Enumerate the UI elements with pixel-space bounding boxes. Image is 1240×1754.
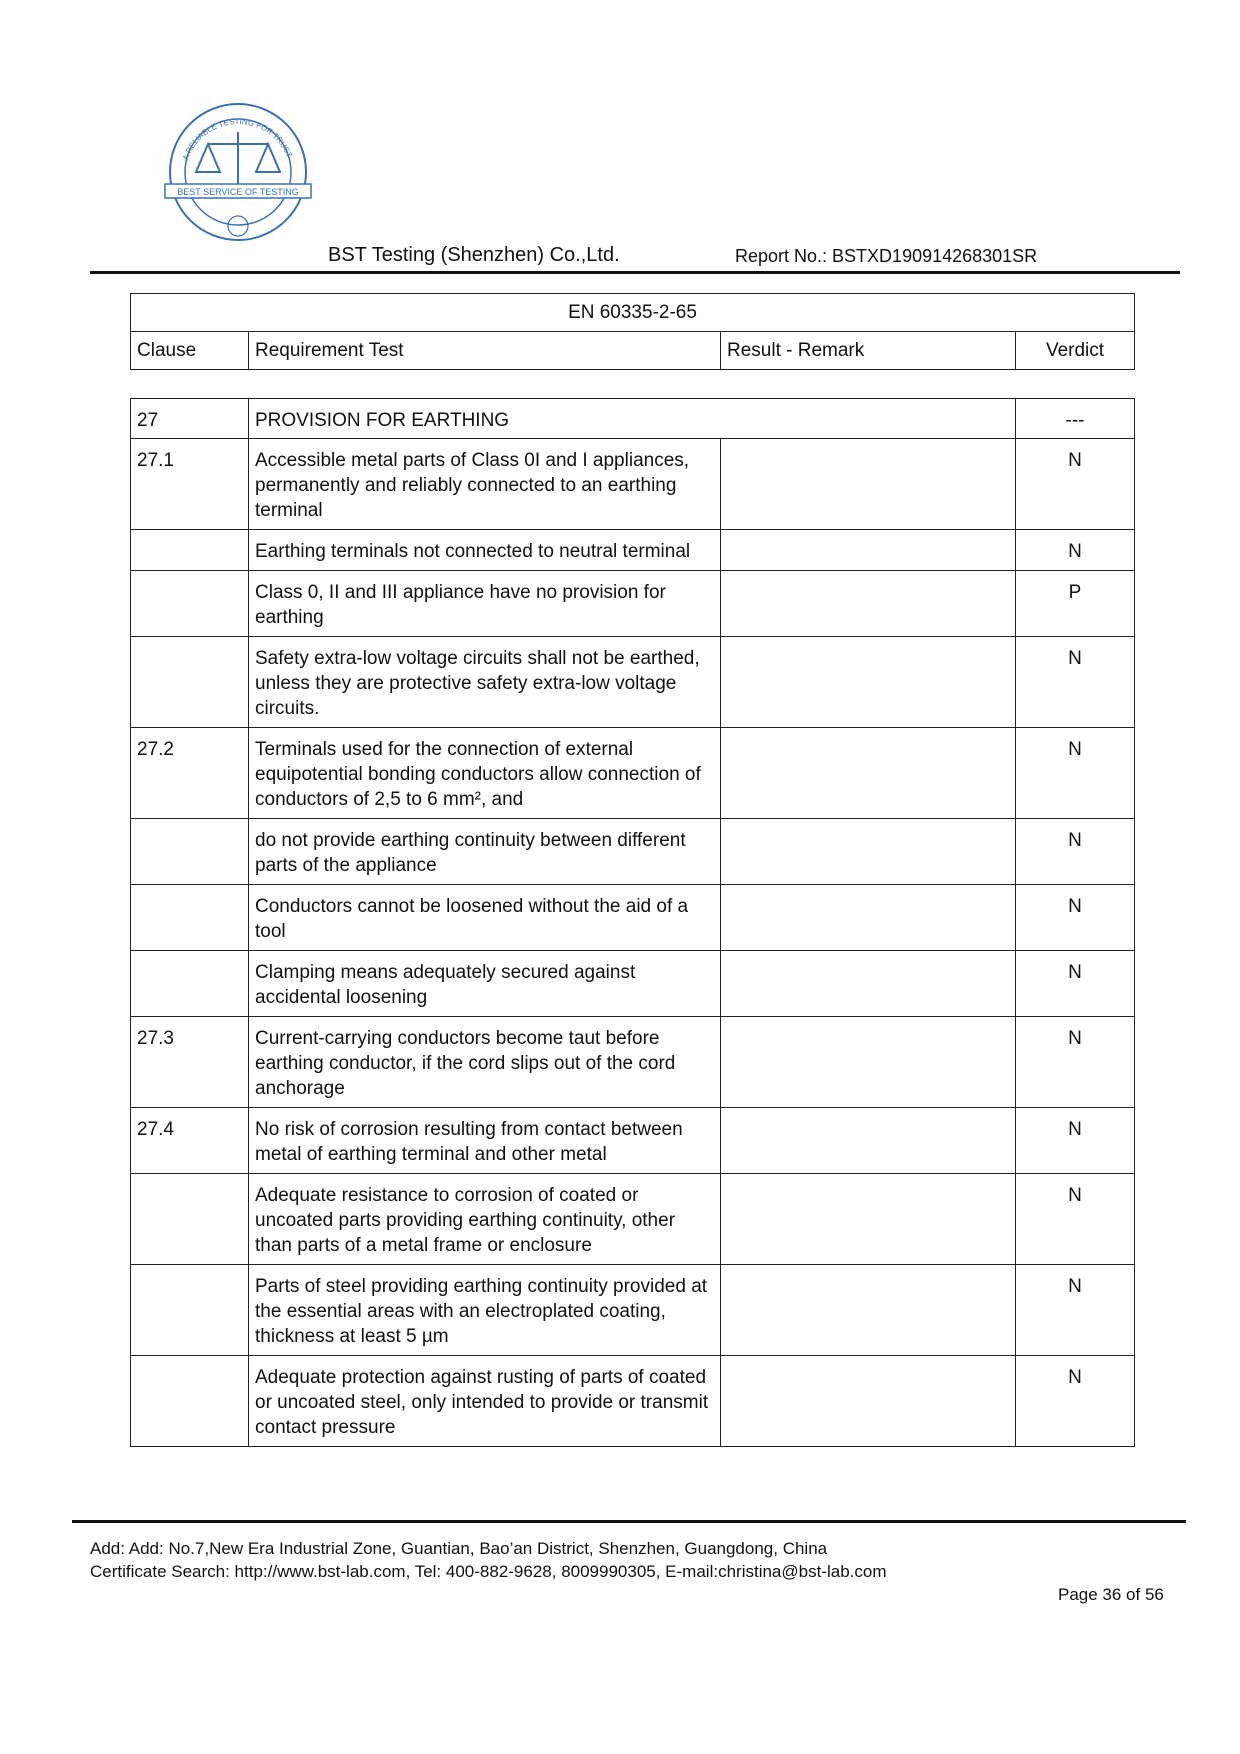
clause-cell — [131, 1265, 249, 1356]
requirement-cell: Earthing terminals not connected to neutral terminal — [249, 530, 721, 571]
requirements-table — [130, 398, 1135, 1447]
footer-divider — [72, 1520, 1186, 1523]
requirement-cell: Safety extra-low voltage circuits shall not be earthed, unless they are protective safety extra-low voltage circuits. — [249, 637, 721, 728]
report-number: Report No.: BSTXD190914268301SR — [735, 246, 1038, 266]
table-row — [131, 819, 1135, 885]
company-logo — [163, 102, 313, 252]
table-row — [131, 1174, 1135, 1265]
table-row — [131, 571, 1135, 637]
clause-cell — [131, 885, 249, 951]
table-row — [131, 885, 1135, 951]
standard-header-table — [130, 293, 1135, 370]
column-header-clause: Clause — [131, 332, 249, 370]
table-row — [131, 728, 1135, 819]
clause-cell: 27.1 — [131, 439, 249, 530]
remark-cell — [721, 1265, 1016, 1356]
clause-cell — [131, 637, 249, 728]
table-row — [131, 951, 1135, 1017]
table-row — [131, 1017, 1135, 1108]
requirement-cell: Current-carrying conductors become taut before earthing conductor, if the cord slips out of the cord anchorage — [249, 1017, 721, 1108]
remark-cell — [721, 885, 1016, 951]
clause-cell: 27.4 — [131, 1108, 249, 1174]
column-header-verdict: Verdict — [1016, 332, 1135, 370]
table-row — [131, 1356, 1135, 1447]
table-row — [131, 637, 1135, 728]
table-row — [131, 1108, 1135, 1174]
verdict-cell: N — [1016, 885, 1135, 951]
clause-cell — [131, 1174, 249, 1265]
remark-cell — [721, 951, 1016, 1017]
footer-certificate: Certificate Search: http://www.bst-lab.com, Tel: 400-882-9628, 8009990305, E-mail:christina@bst-lab.com — [90, 1562, 887, 1581]
section-clause: 27 — [131, 399, 249, 439]
requirement-cell: Terminals used for the connection of external equipotential bonding conductors allow connection of conductors of 2,5 to 6 mm², and — [249, 728, 721, 819]
remark-cell — [721, 571, 1016, 637]
requirement-cell: Parts of steel providing earthing continuity provided at the essential areas with an electroplated coating, thickness at least 5 µm — [249, 1265, 721, 1356]
requirement-cell: Adequate protection against rusting of parts of coated or uncoated steel, only intended to provide or transmit contact pressure — [249, 1356, 721, 1447]
verdict-cell: N — [1016, 951, 1135, 1017]
verdict-cell: N — [1016, 819, 1135, 885]
requirement-cell: Accessible metal parts of Class 0I and I appliances, permanently and reliably connected to an earthing terminal — [249, 439, 721, 530]
clause-cell — [131, 571, 249, 637]
clause-cell — [131, 530, 249, 571]
company-name: BST Testing (Shenzhen) Co.,Ltd. — [328, 244, 620, 266]
requirement-cell: Clamping means adequately secured against accidental loosening — [249, 951, 721, 1017]
clause-cell: 27.2 — [131, 728, 249, 819]
clause-cell — [131, 1356, 249, 1447]
clause-cell: 27.3 — [131, 1017, 249, 1108]
verdict-cell: N — [1016, 1174, 1135, 1265]
verdict-cell: N — [1016, 1108, 1135, 1174]
verdict-cell: P — [1016, 571, 1135, 637]
requirement-cell: Adequate resistance to corrosion of coated or uncoated parts providing earthing continuity, other than parts of a metal frame or enclosure — [249, 1174, 721, 1265]
verdict-cell: N — [1016, 530, 1135, 571]
table-row — [131, 1265, 1135, 1356]
remark-cell — [721, 819, 1016, 885]
remark-cell — [721, 728, 1016, 819]
verdict-cell: N — [1016, 637, 1135, 728]
logo-band-text: BEST SERVICE OF TESTING — [177, 187, 299, 197]
table-row — [131, 530, 1135, 571]
verdict-cell: N — [1016, 728, 1135, 819]
verdict-cell: N — [1016, 1017, 1135, 1108]
logo-ring-text: A RELIABLE TESTING FOR TRUST — [180, 116, 294, 162]
requirement-cell: Class 0, II and III appliance have no provision for earthing — [249, 571, 721, 637]
section-title: PROVISION FOR EARTHING — [249, 399, 1016, 439]
remark-cell — [721, 1108, 1016, 1174]
clause-cell — [131, 951, 249, 1017]
verdict-cell: N — [1016, 439, 1135, 530]
section-row — [131, 399, 1135, 439]
remark-cell — [721, 439, 1016, 530]
remark-cell — [721, 1356, 1016, 1447]
verdict-cell: N — [1016, 1265, 1135, 1356]
page-number: Page 36 of 56 — [1058, 1585, 1164, 1604]
column-header-requirement: Requirement Test — [249, 332, 721, 370]
remark-cell — [721, 530, 1016, 571]
footer-address: Add: Add: No.7,New Era Industrial Zone, Guantian, Bao’an District, Shenzhen, Guangdong, China — [90, 1539, 828, 1558]
remark-cell — [721, 1017, 1016, 1108]
remark-cell — [721, 637, 1016, 728]
column-header-remark: Result - Remark — [721, 332, 1016, 370]
clause-cell — [131, 819, 249, 885]
requirement-cell: No risk of corrosion resulting from contact between metal of earthing terminal and other metal — [249, 1108, 721, 1174]
verdict-cell: N — [1016, 1356, 1135, 1447]
standard-title: EN 60335-2-65 — [131, 294, 1135, 332]
requirement-cell: Conductors cannot be loosened without the aid of a tool — [249, 885, 721, 951]
requirement-cell: do not provide earthing continuity between different parts of the appliance — [249, 819, 721, 885]
section-verdict: --- — [1016, 399, 1135, 439]
header-divider — [90, 271, 1180, 274]
remark-cell — [721, 1174, 1016, 1265]
table-row — [131, 439, 1135, 530]
